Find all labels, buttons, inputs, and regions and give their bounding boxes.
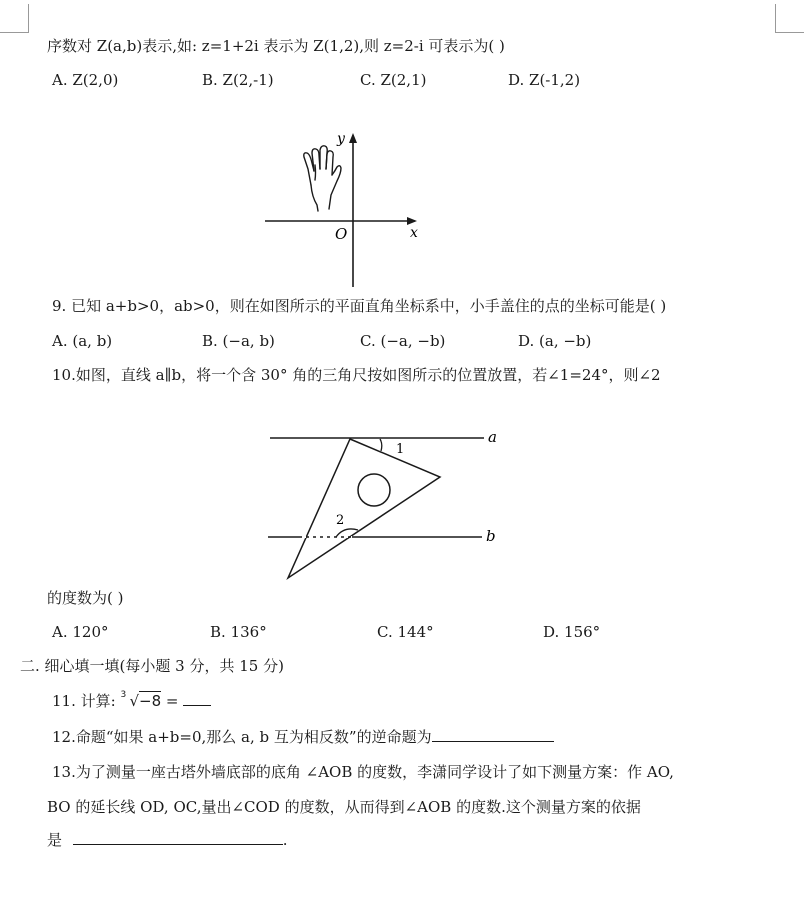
triangle-ruler <box>288 439 440 578</box>
radical-sign: √ <box>129 692 140 710</box>
cube-root-index: 3 <box>120 690 127 700</box>
q8-option-d: D. Z(-1,2) <box>508 71 581 89</box>
angle-2-label: 2 <box>336 513 345 528</box>
section-heading: 二. 细心填一填(每小题 3 分，共 15 分) <box>20 657 284 675</box>
radicand: −8 <box>139 692 162 710</box>
q12-answer-blank[interactable] <box>432 727 554 742</box>
q10-option-c: C. 144° <box>377 623 434 641</box>
hand-icon <box>304 146 341 211</box>
parallel-lines-figure <box>262 420 512 590</box>
q8-option-c: C. Z(2,1) <box>360 71 427 89</box>
q13-line-1: 13.为了测量一座古塔外墙底部的底角 ∠AOB 的度数，李潇同学设计了如下测量方案：作 AO, <box>52 763 674 781</box>
q12-text: 12.命题“如果 a+b=0,那么 a, b 互为相反数”的逆命题为 <box>52 728 432 746</box>
origin-label: O <box>335 225 348 243</box>
q9-option-d: D. (a, −b) <box>518 332 592 350</box>
q9-stem: 9. 已知 a+b>0，ab>0，则在如图所示的平面直角坐标系中，小手盖住的点的坐标可能是( ) <box>52 297 667 315</box>
q13-line-2: BO 的延长线 OD, OC,量出∠COD 的度数，从而得到∠AOB 的度数.这个测量方案的依据 <box>47 798 641 816</box>
cube-root <box>120 691 161 711</box>
q11-equals: = <box>161 692 184 710</box>
q11-answer-blank[interactable] <box>183 691 211 706</box>
angle-1-arc <box>380 439 382 451</box>
x-axis-label: x <box>410 225 418 241</box>
q8-option-a: A. Z(2,0) <box>52 71 119 89</box>
q10-option-a: A. 120° <box>52 623 109 641</box>
q9-option-a: A. (a, b) <box>52 332 113 350</box>
q8-stem: 序数对 Z(a,b)表示,如: z=1+2i 表示为 Z(1,2),则 z=2-i 可表示为( ) <box>47 37 505 55</box>
q11-prefix: 11. 计算: <box>52 692 121 710</box>
q13-answer-blank[interactable] <box>73 830 283 845</box>
q13-period: . <box>282 831 288 849</box>
q13-prefix: 是 <box>47 831 67 849</box>
coordinate-figure <box>255 125 430 295</box>
angle-1-label: 1 <box>396 442 405 457</box>
q9-option-b: B. (−a, b) <box>202 332 275 350</box>
q11 <box>52 691 211 711</box>
y-axis-label: y <box>337 131 345 147</box>
q10-option-b: B. 136° <box>210 623 267 641</box>
line-b-label: b <box>486 527 496 545</box>
q10-stem-continuation: 的度数为( ) <box>47 589 124 607</box>
q10-stem: 10.如图，直线 a∥b，将一个含 30° 角的三角尺按如图所示的位置放置，若∠1=24°，则∠2 <box>52 366 661 384</box>
line-a-label: a <box>488 428 497 446</box>
q8-option-b: B. Z(2,-1) <box>202 71 274 89</box>
page-corner-mark-right <box>775 4 804 33</box>
q12 <box>52 727 554 747</box>
page-corner-mark-left <box>0 4 29 33</box>
ruler-hole <box>358 474 390 506</box>
q10-option-d: D. 156° <box>543 623 601 641</box>
x-axis-arrow <box>407 217 417 225</box>
q9-option-c: C. (−a, −b) <box>360 332 446 350</box>
y-axis-arrow <box>349 133 357 143</box>
q13-line-3 <box>47 830 288 850</box>
